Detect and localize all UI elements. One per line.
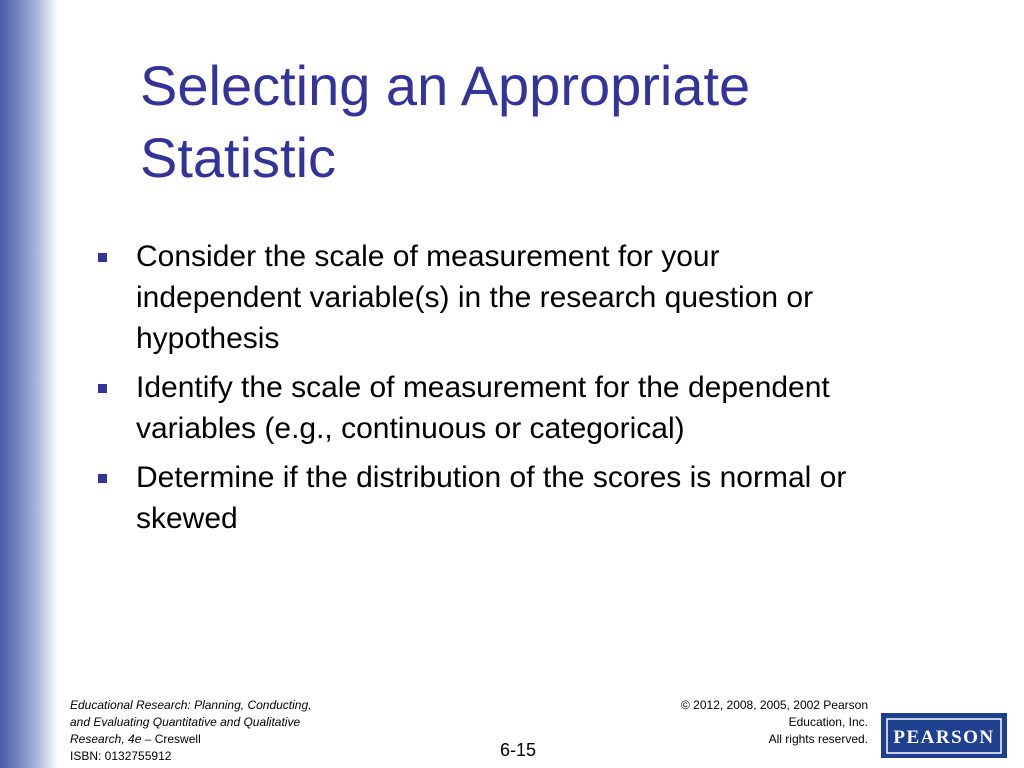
square-bullet-icon	[98, 384, 107, 393]
bullet-text-line: Determine if the distribution of the scores is normal or	[136, 461, 847, 494]
bullet-list	[96, 236, 976, 547]
copyright-line: All rights reserved.	[768, 732, 868, 746]
citation-author: Creswell	[151, 732, 201, 746]
copyright-line: Education, Inc.	[788, 715, 868, 729]
bullet-item	[96, 367, 976, 449]
citation-line: Educational Research: Planning, Conducting,	[70, 698, 312, 712]
bullet-text-line: Consider the scale of measurement for your	[136, 240, 720, 273]
title-line: Selecting an Appropriate	[140, 54, 751, 117]
citation-line: and Evaluating Quantitative and Qualitative	[70, 715, 301, 729]
bullet-item	[96, 457, 976, 539]
citation-italic: Research, 4e –	[70, 732, 152, 746]
footer-citation	[70, 697, 400, 765]
title-line: Statistic	[140, 126, 337, 189]
footer-copyright	[568, 697, 868, 748]
square-bullet-icon	[98, 474, 107, 483]
pearson-logo-icon	[886, 718, 1002, 754]
bullet-text-line: independent variable(s) in the research question or	[136, 281, 814, 314]
isbn: ISBN: 0132755912	[70, 749, 172, 763]
slide-title	[140, 50, 1000, 194]
bullet-text-line: hypothesis	[136, 322, 280, 355]
pearson-logo	[881, 713, 1007, 758]
copyright-line: © 2012, 2008, 2005, 2002 Pearson	[681, 698, 868, 712]
side-gradient-bar	[0, 0, 58, 768]
bullet-item	[96, 236, 976, 359]
citation-line	[70, 731, 400, 748]
page-number: 6-15	[500, 740, 537, 760]
svg-text:PEARSON: PEARSON	[893, 726, 995, 748]
bullet-text-line: skewed	[136, 502, 238, 535]
square-bullet-icon	[98, 253, 107, 262]
bullet-text-line: Identify the scale of measurement for the dependent	[136, 371, 830, 404]
bullet-text-line: variables (e.g., continuous or categorical)	[136, 412, 685, 445]
